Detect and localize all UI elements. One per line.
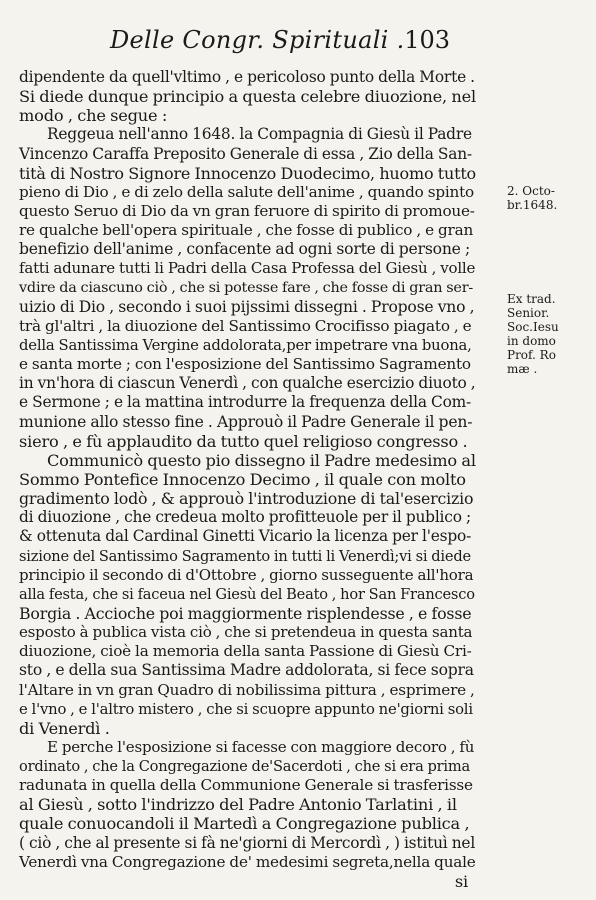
margin-note-source: [507, 292, 559, 376]
text-line: Reggeua nell'anno 1648. la Compagnia di Giesù il Padre: [47, 125, 472, 144]
text-line: e Sermone ; e la mattina introdurre la frequenza della Com-: [19, 393, 472, 412]
margin-note-line: in domo: [507, 334, 556, 348]
text-line: trà gl'altri , la diuozione del Santissimo Crocifisso piagato , e: [19, 316, 472, 335]
margin-note-date: [507, 184, 557, 212]
text-line: pieno di Dio , e di zelo della salute dell'anime , quando spinto: [19, 182, 474, 201]
text-line: E perche l'esposizione si facesse con maggiore decoro , fù: [47, 737, 475, 756]
text-line: & ottenuta dal Cardinal Ginetti Vicario la licenza per l'espo-: [19, 527, 472, 546]
text-line: al Giesù , sotto l'indrizzo del Padre Antonio Tarlatini , il: [19, 795, 457, 815]
text-line: re qualche bell'opera spirituale , che fosse di publico , e gran: [19, 221, 474, 240]
text-line: alla festa, che si faceua nel Giesù del Beato , hor San Francesco: [19, 585, 475, 603]
text-line: modo , che segue :: [19, 106, 168, 126]
margin-note-line: Soc.Iesu: [507, 320, 559, 334]
text-line: ( ciò , che al presente si fà ne'giorni di Mercordì , ) istituì nel: [19, 833, 476, 852]
text-line: sizione del Santissimo Sagramento in tutti li Venerdì;vi si diede: [19, 547, 471, 565]
text-line: radunata in quella della Communione Generale si trasferisse: [19, 776, 473, 795]
text-line: della Santissima Vergine addolorata,per impetrare vna buona,: [19, 336, 472, 354]
text-line: ordinato , che la Congregazione de'Sacerdoti , che si era prima: [19, 758, 471, 776]
text-line: e l'vno , e l'altro mistero , che si scuopre appunto ne'giorni soli: [19, 700, 473, 718]
text-line: e santa morte ; con l'esposizione del Santissimo Sagramento: [19, 355, 471, 374]
margin-note-line: Ex trad.: [507, 292, 556, 306]
text-line: gradimento lodò , & approuò l'introduzione di tal'esercizio: [19, 489, 474, 509]
text-line: Venerdì vna Congregazione de' medesimi segreta,nella quale: [19, 852, 476, 871]
text-line: diuozione, cioè la memoria della santa Passione di Giesù Cri-: [19, 642, 472, 661]
text-line: tità di Nostro Signore Innocenzo Duodecimo, huomo tutto: [19, 163, 476, 183]
text-line: quale conuocandoli il Martedì a Congregazione publica ,: [19, 814, 470, 834]
text-line: benefizio dell'anime , confacente ad ogni sorte di persone ;: [19, 240, 471, 259]
text-line: Communicò questo pio dissegno il Padre medesimo al: [47, 450, 476, 470]
margin-note-line: 2. Octo-: [507, 184, 555, 198]
margin-note-line: mæ .: [507, 362, 538, 376]
margin-note-line: Senior.: [507, 306, 550, 320]
margin-note-line: Prof. Ro: [507, 348, 556, 362]
text-line: principio il secondo di d'Ottobre , giorno susseguente all'hora: [19, 565, 474, 584]
page-number: 103: [404, 26, 450, 54]
text-line: sto , e della sua Santissima Madre addolorata, si fece sopra: [19, 661, 474, 680]
catchword: si: [454, 871, 468, 891]
text-line: uizio di Dio , secondo i suoi pijssimi dissegni . Propose vno ,: [19, 297, 475, 316]
text-line: munione allo stesso fine . Approuò il Padre Generale il pen-: [19, 412, 473, 431]
running-head: [110, 26, 450, 56]
body-text: [19, 68, 476, 891]
text-line: in vn'hora di ciascun Venerdì , con qualche esercizio diuoto ,: [19, 374, 476, 393]
running-head-title: Delle Congr. Spirituali .: [110, 26, 405, 54]
text-line: Si diede dunque principio a questa celebre diuozione, nel: [19, 87, 476, 107]
text-line: questo Seruo di Dio da vn gran feruore di spirito di promoue-: [19, 201, 475, 220]
text-line: Borgia . Accioche poi maggiormente risplendesse , e fosse: [19, 603, 472, 623]
text-line: vdire da ciascuno ciò , che si potesse fare , che fosse di gran ser-: [19, 279, 474, 296]
text-line: dipendente da quell'vltimo , e pericoloso punto della Morte .: [19, 68, 475, 86]
text-line: fatti adunare tutti li Padri della Casa Professa del Giesù , volle: [19, 259, 476, 278]
text-line: di diuozione , che credeua molto profitteuole per il publico ;: [19, 508, 471, 527]
text-line: Vincenzo Caraffa Preposito Generale di essa , Zio della San-: [19, 144, 472, 163]
margin-note-line: br.1648.: [507, 198, 558, 212]
text-line: di Venerdì .: [19, 718, 110, 738]
text-line: siero , e fù applaudito da tutto quel religioso congresso .: [19, 431, 468, 451]
text-line: esposto à publica vista ciò , che si pretendeua in questa santa: [19, 623, 473, 642]
text-line: l'Altare in vn gran Quadro di nobilissima pittura , esprimere ,: [19, 680, 475, 699]
text-line: Sommo Pontefice Innocenzo Decimo , il quale con molto: [19, 469, 466, 489]
